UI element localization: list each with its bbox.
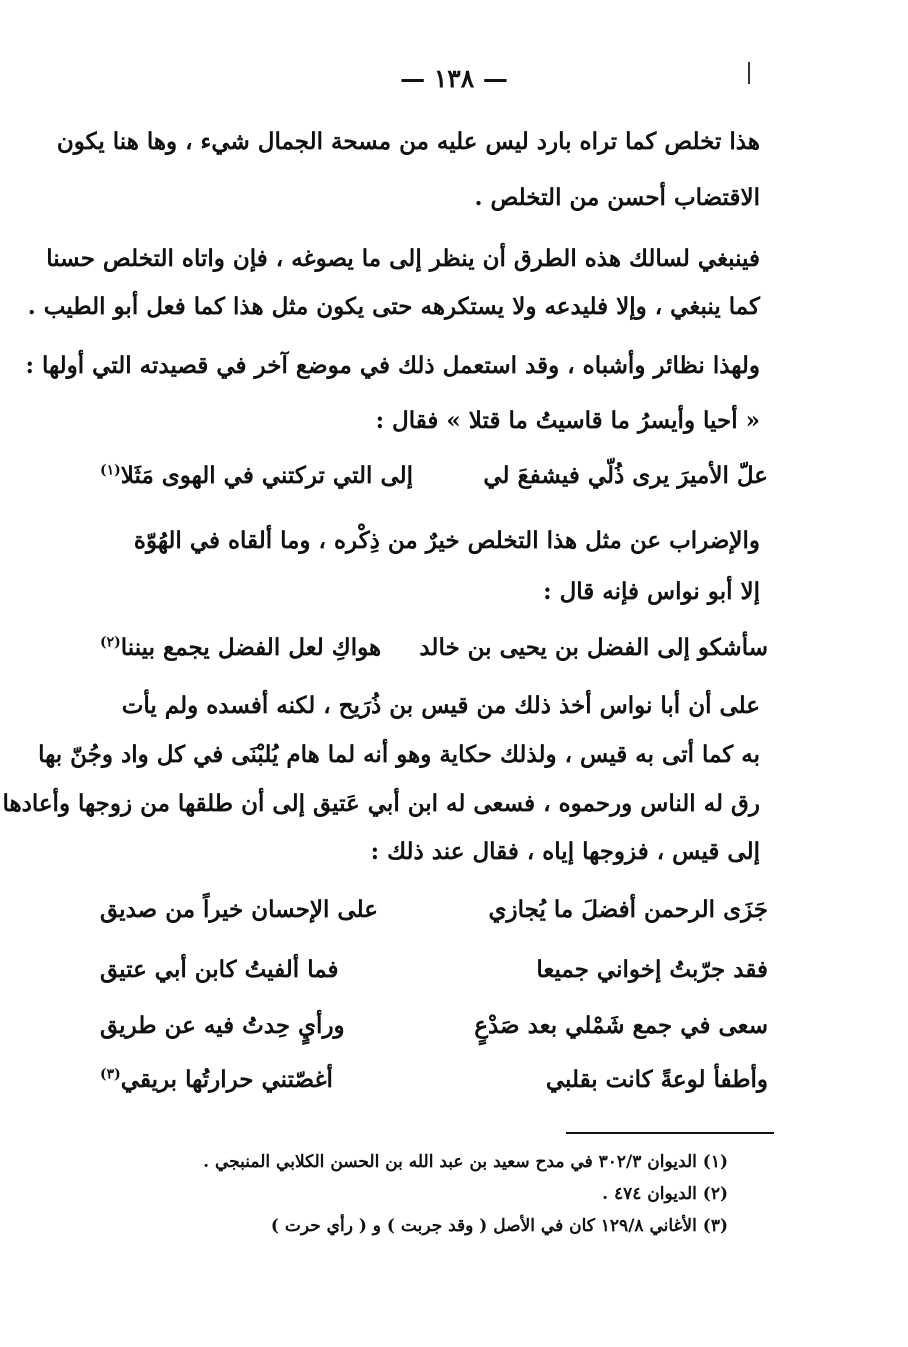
verse-first-hemistich: سعى في جمع شَمْلي بعد صَدْعٍ [474,1012,768,1039]
paragraph-line: إلا أبو نواس فإنه قال : [543,578,760,605]
verse [100,462,768,489]
paragraph-line: رق له الناس ورحموه ، فسعى له ابن أبي عَتيق إلى أن طلقها من زوجها وأعادها [2,790,760,817]
page-number: — ١٣٨ — [400,64,508,93]
verse [100,634,768,661]
verse-second-hemistich [100,462,413,489]
poem-verse [100,956,768,983]
verse-first-hemistich: وأطفأ لوعةً كانت بقلبي [545,1066,768,1093]
poem-verse [100,1012,768,1039]
verse-second-hemistich: ورأيٍ حِدتُ فيه عن طريق [100,1012,345,1039]
paragraph-line: إلى قيس ، فزوجها إياه ، فقال عند ذلك : [370,838,760,865]
paragraph-line: على أن أبا نواس أخذ ذلك من قيس بن ذُرَيح ، لكنه أفسده ولم يأت [121,692,760,719]
verse-second-hemistich-text: إلى التي تركتني في الهوى مَثَلا [120,462,414,489]
footnote: (١) الديوان ٣٠٢/٣ في مدح سعيد بن عبد الله بن الحسن الكلابي المنبجي . [203,1152,728,1172]
verse-second-hemistich-text: أغصّتني حرارتُها بريقي [120,1066,333,1093]
verse-second-hemistich [100,1066,333,1093]
footnote: (٣) الأغاني ١٢٩/٨ كان في الأصل ( وقد جربت ) و ( رأي حرت ) [270,1216,728,1236]
paragraph-line: هذا تخلص كما تراه بارد ليس عليه من مسحة الجمال شيء ، وها هنا يكون [56,128,760,155]
footnote-separator [566,1132,774,1134]
paragraph-line: فينبغي لسالك هذه الطرق أن ينظر إلى ما يصوغه ، فإن واتاه التخلص حسنا [46,245,760,272]
footnote-ref: (٣) [100,1066,121,1083]
poem-verse [100,1066,768,1093]
verse-first-hemistich: علّ الأميرَ يرى ذُلّي فيشفعَ لي [483,462,768,489]
poem-verse [100,896,768,923]
verse-first-hemistich: جَزَى الرحمن أفضلَ ما يُجازي [488,896,768,923]
paragraph-line: والإضراب عن مثل هذا التخلص خيرٌ من ذِكْره ، وما ألقاه في الهُوّة [133,527,760,554]
paragraph-line: الاقتضاب أحسن من التخلص . [474,184,760,211]
footnote: (٢) الديوان ٤٧٤ . [602,1184,728,1204]
verse-second-hemistich: فما ألفيتُ كابن أبي عتيق [100,956,339,983]
paragraph-line: ولهذا نظائر وأشباه ، وقد استعمل ذلك في موضع آخر في قصيدته التي أولها : [25,352,760,379]
footnote-ref: (١) [100,462,121,479]
margin-mark [748,62,750,84]
paragraph-line: « أحيا وأيسرُ ما قاسيتُ ما قتلا » فقال : [375,407,760,434]
paragraph-line: به كما أتى به قيس ، ولذلك حكاية وهو أنه لما هام يُلبْنَى في كل واد وجُنّ بها [38,741,760,768]
verse-second-hemistich: على الإحسان خيراً من صديق [100,896,378,923]
verse-first-hemistich: فقد جرّبتُ إخواني جميعا [536,956,768,983]
footnote-ref: (٢) [100,634,121,651]
verse-second-hemistich-text: هواكِ لعل الفضل يجمع بيننا [120,634,382,661]
paragraph-line: كما ينبغي ، وإلا فليدعه ولا يستكرهه حتى يكون مثل هذا كما فعل أبو الطيب . [27,293,760,320]
verse-first-hemistich: سأشكو إلى الفضل بن يحيى بن خالد [419,634,768,661]
verse-second-hemistich [100,634,381,661]
